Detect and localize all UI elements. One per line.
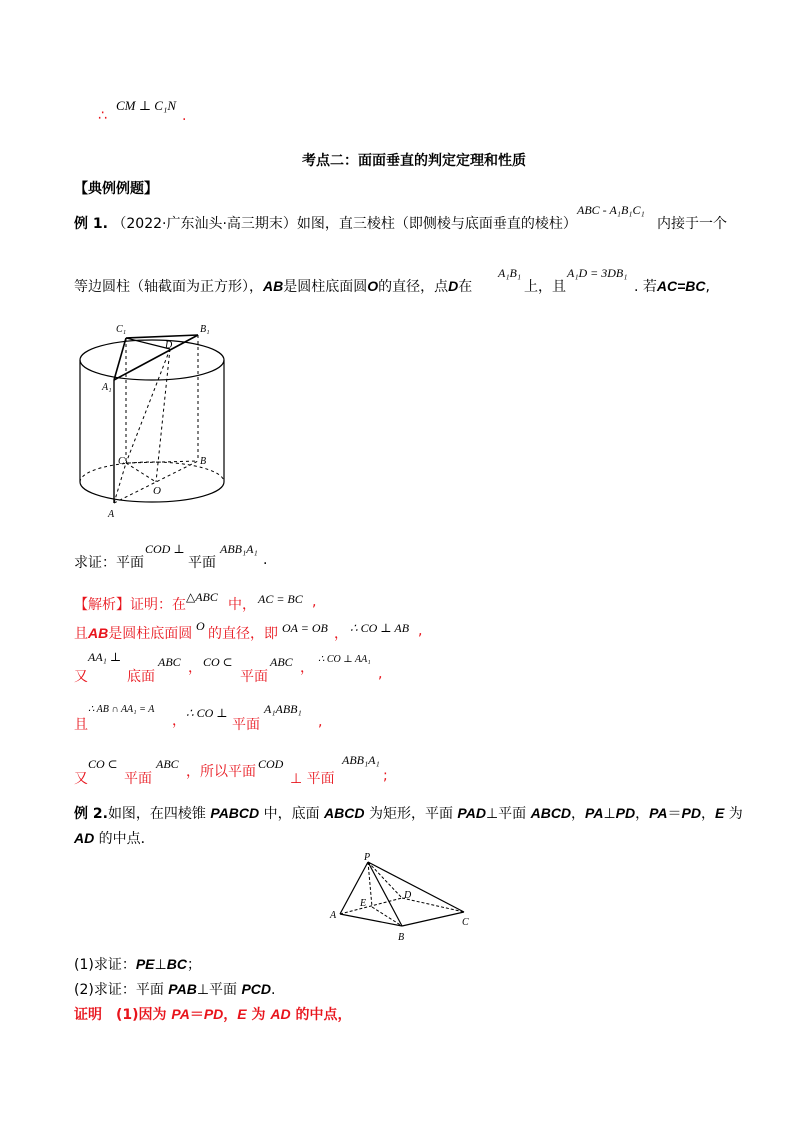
sol-oa-ob: OA = OB <box>282 621 328 635</box>
text-seg: PABCD <box>210 805 260 821</box>
text-seg: 平面 <box>188 555 216 571</box>
sol-abb1a1: ABB₁A₁ <box>342 753 380 767</box>
text-seg: PA <box>585 805 604 821</box>
example1-line1 <box>74 213 577 233</box>
text-seg: PD <box>681 805 701 821</box>
text-seg: ， <box>300 660 314 676</box>
solution-line2 <box>74 623 192 643</box>
text-seg: ， <box>334 626 348 642</box>
text-seg: 为 <box>724 806 743 822</box>
text-seg: AC=BC <box>656 278 706 294</box>
example1-prism-expr: ABC - A₁B₁C₁ <box>577 203 645 217</box>
sol-co-subset2: CO ⊂ <box>88 757 118 771</box>
label-b1: B₁ <box>200 324 210 335</box>
text-seg: D <box>448 278 459 294</box>
text-seg: AB <box>263 278 284 294</box>
text-seg: 等边圆柱（轴截面为正方形）， <box>74 279 263 295</box>
example2-line2 <box>74 828 155 848</box>
text-seg: 平面 <box>240 669 268 685</box>
example1-label: 例 1. <box>74 216 108 232</box>
text-seg: AB <box>88 625 109 641</box>
text-seg: . 若 <box>634 279 657 295</box>
text-seg: ； <box>186 957 201 973</box>
prove-plane-abb1a1: ABB₁A₁ <box>220 542 258 556</box>
label-c: C <box>118 456 125 467</box>
text-seg: 的中点， <box>290 1007 352 1023</box>
example1-tail: 内接于一个 <box>657 216 727 232</box>
text-seg: PD <box>203 1006 224 1022</box>
text-seg: ＝ <box>189 1007 204 1023</box>
text-seg: 的直径，即 <box>208 626 278 642</box>
text-seg: AD <box>74 830 95 846</box>
label-c1: C₁ <box>116 324 127 335</box>
label-d2: D <box>404 890 412 901</box>
a1b1-expr: A₁B₁ <box>498 266 522 280</box>
question1 <box>74 954 201 974</box>
text-seg: 中， <box>228 597 256 613</box>
text-seg: (2)求证：平面 <box>74 982 169 998</box>
sol-o: O <box>196 619 205 633</box>
text-seg: 中，底面 <box>259 806 325 822</box>
text-seg: 平面 <box>124 771 152 787</box>
sol-intersection: ∴ AB ∩ AA₁ = A <box>88 704 155 715</box>
sol-abc2: ABC <box>270 655 293 669</box>
text-seg: 且 <box>74 626 88 642</box>
text-seg: BC <box>166 956 187 972</box>
text-seg: ， <box>635 806 650 822</box>
question2 <box>74 979 275 999</box>
example2-label: 例 2. <box>74 806 108 822</box>
text-seg: ⊥ 平面 <box>290 771 335 787</box>
solution-line1 <box>74 594 186 614</box>
text-seg: PA <box>171 1006 190 1022</box>
example1-line2 <box>74 276 472 296</box>
example1-condition <box>634 276 710 296</box>
example-heading: 【典例例题】 <box>74 181 158 197</box>
text-seg: . <box>263 552 268 568</box>
cylinder-figure <box>70 318 240 523</box>
label-a2: A <box>330 910 337 921</box>
text-seg: PE <box>135 956 155 972</box>
text-seg: 是圆柱底面圆 <box>108 626 193 642</box>
text-seg: E <box>237 1006 247 1022</box>
text-seg: 在 <box>458 279 473 295</box>
sol-co-subset: CO ⊂ <box>203 655 233 669</box>
example2-line1 <box>74 803 743 823</box>
text-seg: , <box>312 594 317 610</box>
label-b2: B <box>398 932 405 943</box>
text-seg: ABCD <box>530 805 572 821</box>
label-e: E <box>360 898 367 909</box>
text-seg: . <box>271 982 276 998</box>
sol-a1abb1: A₁ABB₁ <box>264 702 302 716</box>
text-seg: 是圆柱底面圆 <box>283 279 368 295</box>
sol-ac-bc: AC = BC <box>258 592 303 606</box>
ratio-expr: A₁D = 3DB₁ <box>567 266 628 280</box>
text-seg: E <box>715 805 725 821</box>
text-seg: PAB <box>168 981 197 997</box>
sol-co-aa1: ∴ CO ⊥ AA₁ <box>318 654 371 665</box>
text-seg: 底面 <box>127 669 155 685</box>
text-seg: PCD <box>241 981 272 997</box>
text-seg: 且 <box>74 717 88 733</box>
therefore-symbol: ∴ <box>98 108 107 124</box>
text-seg: ABCD <box>324 805 365 821</box>
text-seg: , <box>378 666 383 682</box>
sol-abc: ABC <box>158 655 181 669</box>
text-seg: 平面 <box>232 717 260 733</box>
text-seg: , <box>705 279 710 295</box>
text-seg: O <box>367 278 379 294</box>
top-expression: CM ⊥ C₁N <box>116 98 177 113</box>
text-seg: 的中点． <box>94 831 155 847</box>
section-title: 考点二：面面垂直的判定定理和性质 <box>302 153 526 169</box>
text-seg: 为 <box>246 1007 271 1023</box>
sol-aa1-perp: AA₁ ⊥ <box>88 650 122 664</box>
text-seg: 为矩形，平面 <box>364 806 458 822</box>
sol-triangle: △ABC <box>186 590 218 604</box>
sol-co-ab: ∴ CO ⊥ AB <box>350 621 410 635</box>
text-seg: ⊥ <box>154 957 167 973</box>
sol-co-perp: ∴ CO ⊥ <box>186 706 228 720</box>
text-seg: 上，且 <box>524 279 566 295</box>
text-seg: 证明 (1)因为 <box>74 1007 172 1023</box>
label-d: D <box>165 340 173 351</box>
text-seg: 又 <box>74 771 88 787</box>
text-seg: 又 <box>74 669 88 685</box>
example1-prove-text: 求证：平面 <box>74 555 144 571</box>
text-seg: ⊥平面 <box>196 982 242 998</box>
text-seg: ＝ <box>667 806 682 822</box>
sol-abc3: ABC <box>156 757 179 771</box>
text-seg: 如图，在四棱锥 <box>107 806 211 822</box>
text-seg: PA <box>649 805 668 821</box>
text-seg: 【解析】证明：在 <box>74 597 186 613</box>
text-seg: , <box>418 623 423 639</box>
prove-plane-cod: COD ⊥ <box>145 542 185 556</box>
text-seg: ， <box>223 1007 238 1023</box>
text-seg: AD <box>270 1006 291 1022</box>
proof-line <box>74 1004 352 1024</box>
text-seg: PAD <box>457 805 486 821</box>
text-seg: ⊥平面 <box>485 806 531 822</box>
top-period: . <box>182 108 187 124</box>
text-seg: (1)求证： <box>74 957 136 973</box>
label-b: B <box>200 456 207 467</box>
pyramid-figure <box>326 852 476 944</box>
text-seg: ， <box>701 806 715 822</box>
text-seg: , <box>318 714 323 730</box>
label-p: P <box>364 852 371 863</box>
text-seg: ; <box>383 768 388 784</box>
text-seg: ，所以平面 <box>186 764 256 780</box>
text-seg: ⊥ <box>603 806 616 822</box>
example1-text: （2022·广东汕头·高三期末）如图，直三棱柱（即侧棱与底面垂直的棱柱） <box>112 216 577 232</box>
label-a1: A₁ <box>102 382 112 393</box>
text-seg: PD <box>615 805 636 821</box>
text-seg: ， <box>188 660 202 676</box>
text-seg: 的直径，点 <box>378 279 449 295</box>
text-seg: ， <box>571 806 586 822</box>
sol-cod: COD <box>258 757 284 771</box>
label-c2: C <box>462 917 469 928</box>
text-seg: ， <box>172 713 186 729</box>
label-a: A <box>108 509 115 520</box>
label-o: O <box>153 485 161 497</box>
